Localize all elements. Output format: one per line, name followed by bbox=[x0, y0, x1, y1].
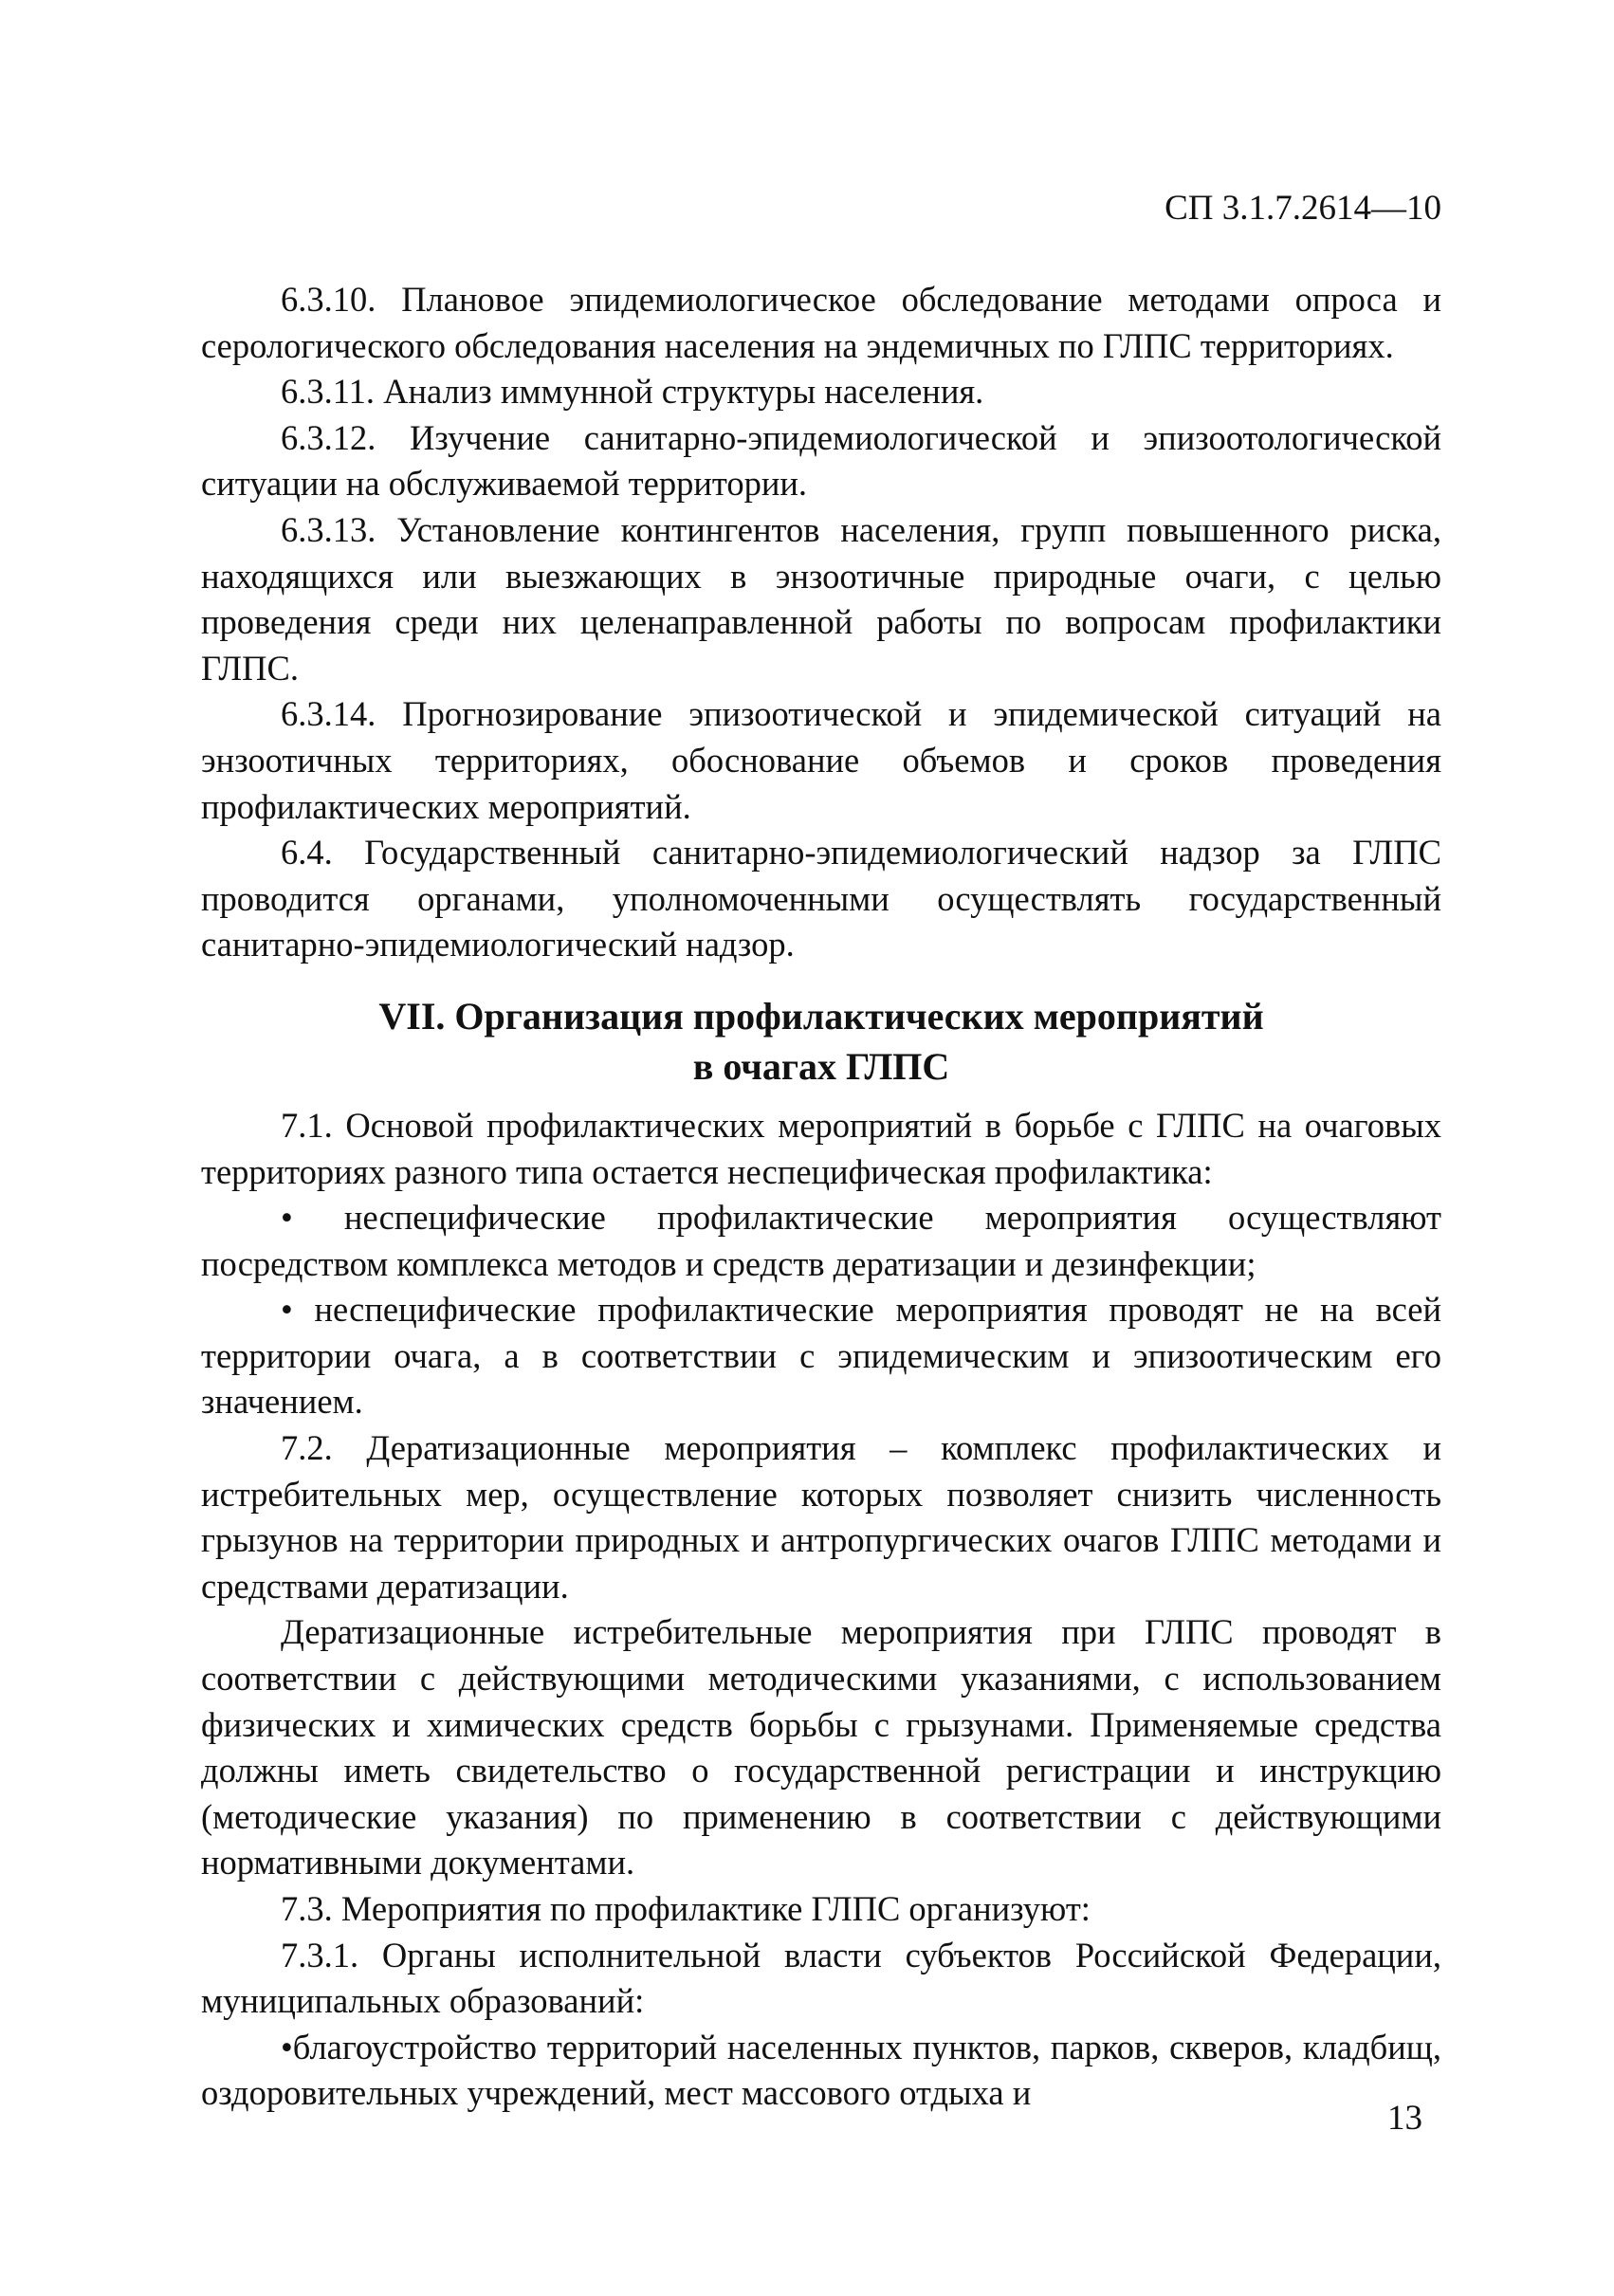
paragraph-6-3-14: 6.3.14. Прогнозирование эпизоотической и эпидемической ситуаций на энзоотичных территориях, обоснование объемов и сроков проведения профилактических мероприятий. bbox=[201, 694, 1441, 826]
paragraph-7-3: 7.3. Мероприятия по профилактике ГЛПС организуют: bbox=[281, 1889, 1091, 1928]
paragraph-7-1: 7.1. Основой профилактических мероприятий в борьбе с ГЛПС на очаговых территориях разного типа остается неспецифическая профилактика: bbox=[201, 1105, 1441, 1191]
section-heading-line-2: в очагах ГЛПС bbox=[692, 1044, 950, 1088]
section-heading bbox=[201, 991, 1441, 1092]
paragraph-6-4: 6.4. Государственный санитарно-эпидемиологический надзор за ГЛПС проводится органами, уполномоченными осуществлять государственный санитарно-эпидемиологический надзор. bbox=[201, 833, 1441, 964]
paragraph-6-3-13: 6.3.13. Установление контингентов населения, групп повышенного риска, находящихся или выезжающих в энзоотичные природные очаги, с целью проведения среди них целенаправленной работы по вопросам профилактики ГЛПС. bbox=[201, 509, 1441, 688]
document-body bbox=[201, 277, 1441, 2117]
paragraph-7-2: 7.2. Дератизационные мероприятия – комплекс профилактических и истребительных мер, осуществление которых позволяет снизить численность грызунов на территории природных и антропургических очагов ГЛПС методами и средствами дератизации. bbox=[201, 1428, 1441, 1606]
paragraph-deratization: Дератизационные истребительные мероприятия при ГЛПС проводят в соответствии с действующими методическими указаниями, с использованием физических и химических средств борьбы с грызунами. Применяемые средства должны иметь свидетельство о государственной регистрации и инструкцию (методические указания) по применению в соответствии с действующими нормативными документами. bbox=[201, 1612, 1441, 1883]
bullet-item: • неспецифические профилактические мероприятия осуществляют посредством комплекса методов и средств дератизации и дезинфекции; bbox=[201, 1198, 1441, 1283]
paragraph-6-3-11: 6.3.11. Анализ иммунной структуры населения. bbox=[281, 372, 984, 412]
paragraph-6-3-12: 6.3.12. Изучение санитарно-эпидемиологической и эпизоотологической ситуации на обслуживаемой территории. bbox=[201, 417, 1441, 504]
page-number: 13 bbox=[1387, 2099, 1422, 2138]
document-code: СП 3.1.7.2614—10 bbox=[1165, 189, 1441, 228]
paragraph-6-3-10: 6.3.10. Плановое эпидемиологическое обследование методами опроса и серологического обследования населения на эндемичных по ГЛПС территориях. bbox=[201, 280, 1441, 365]
paragraph-7-3-1: 7.3.1. Органы исполнительной власти субъектов Российской Федерации, муниципальных образований: bbox=[201, 1935, 1441, 2021]
bullet-item: •благоустройство территорий населенных пунктов, парков, скверов, кладбищ, оздоровительных учреждений, мест массового отдыха и bbox=[201, 2027, 1441, 2113]
section-heading-line-1: VII. Организация профилактических мероприятий bbox=[378, 994, 1264, 1038]
bullet-item: • неспецифические профилактические мероприятия проводят не на всей территории очага, а в соответствии с эпидемическим и эпизоотическим его значением. bbox=[201, 1290, 1441, 1422]
